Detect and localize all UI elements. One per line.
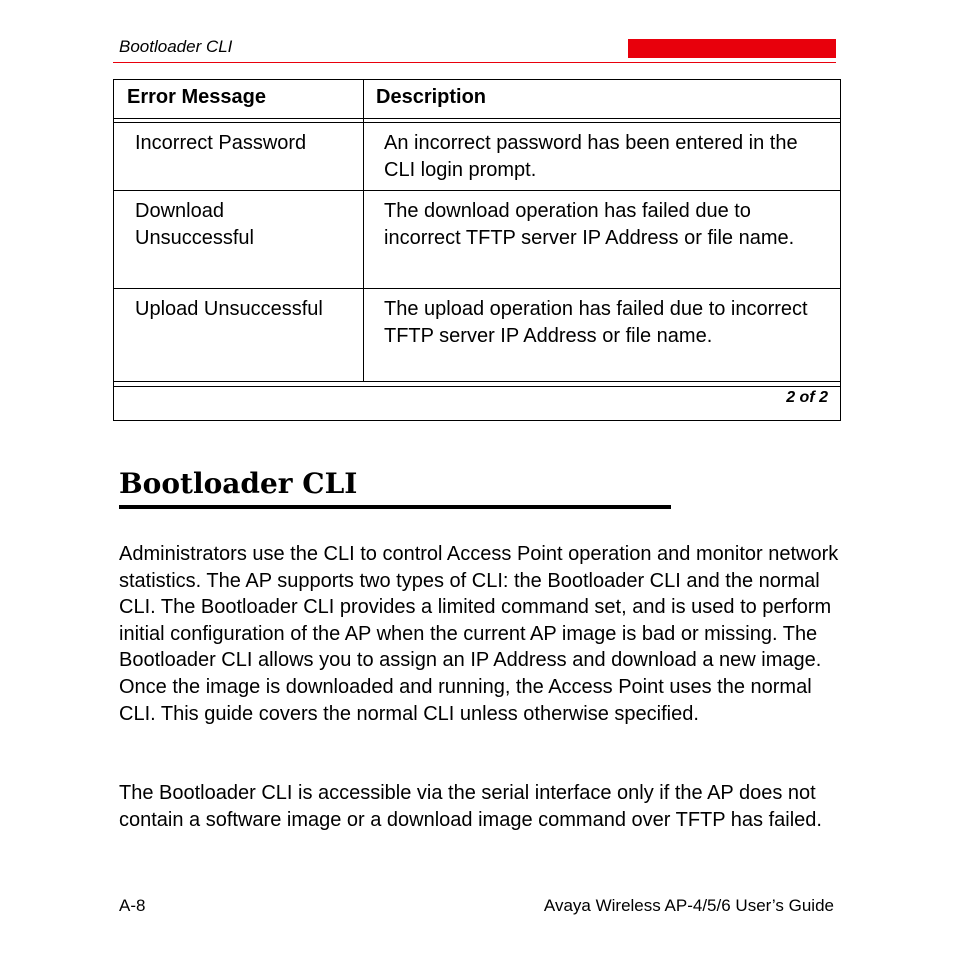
- table-rule: [114, 118, 840, 119]
- page-indicator: 2 of 2: [786, 389, 828, 406]
- error-message-table: [113, 79, 841, 421]
- running-head: Bootloader CLI: [119, 37, 233, 56]
- header-rule: [113, 62, 836, 63]
- error-message-cell: Incorrect Password: [135, 132, 307, 154]
- table-rule: [114, 386, 840, 387]
- table-row: [114, 122, 840, 190]
- error-message-cell: Download Unsuccessful: [135, 200, 254, 249]
- page-number: A-8: [119, 896, 146, 915]
- section-title-rule: [119, 505, 671, 509]
- body-paragraph: Administrators use the CLI to control Access Point operation and monitor network statistics. The AP supports two types of CLI: the Bootloader CLI and the normal CLI. The Bootloader CLI provides a limited command set, and is used to perform initial configuration of the AP when the current AP image is bad or missing. The Bootloader CLI allows you to assign an IP Address and download a new image. Once the image is downloaded and running, the Access Point uses the normal CLI. This guide covers the normal CLI unless otherwise specified.: [119, 543, 839, 725]
- section-title: Bootloader CLI: [119, 467, 358, 500]
- col-header-error-message: Error Message: [127, 86, 266, 108]
- error-message-cell: Upload Unsuccessful: [135, 298, 323, 320]
- header-red-bar: [628, 39, 836, 58]
- table-rule: [114, 381, 840, 382]
- guide-title: Avaya Wireless AP-4/5/6 User’s Guide: [543, 896, 834, 915]
- table-row: [114, 288, 840, 381]
- description-cell: An incorrect password has been entered in the CLI login prompt.: [384, 132, 798, 181]
- body-paragraph: The Bootloader CLI is accessible via the serial interface only if the AP does not contain a software image or a download image command over TFTP has failed.: [119, 782, 822, 831]
- table-row: [114, 190, 840, 288]
- description-cell: The upload operation has failed due to incorrect TFTP server IP Address or file name.: [384, 298, 808, 347]
- table-header-row: [114, 80, 840, 119]
- col-header-description: Description: [376, 86, 487, 108]
- description-cell: The download operation has failed due to incorrect TFTP server IP Address or file name.: [384, 200, 795, 249]
